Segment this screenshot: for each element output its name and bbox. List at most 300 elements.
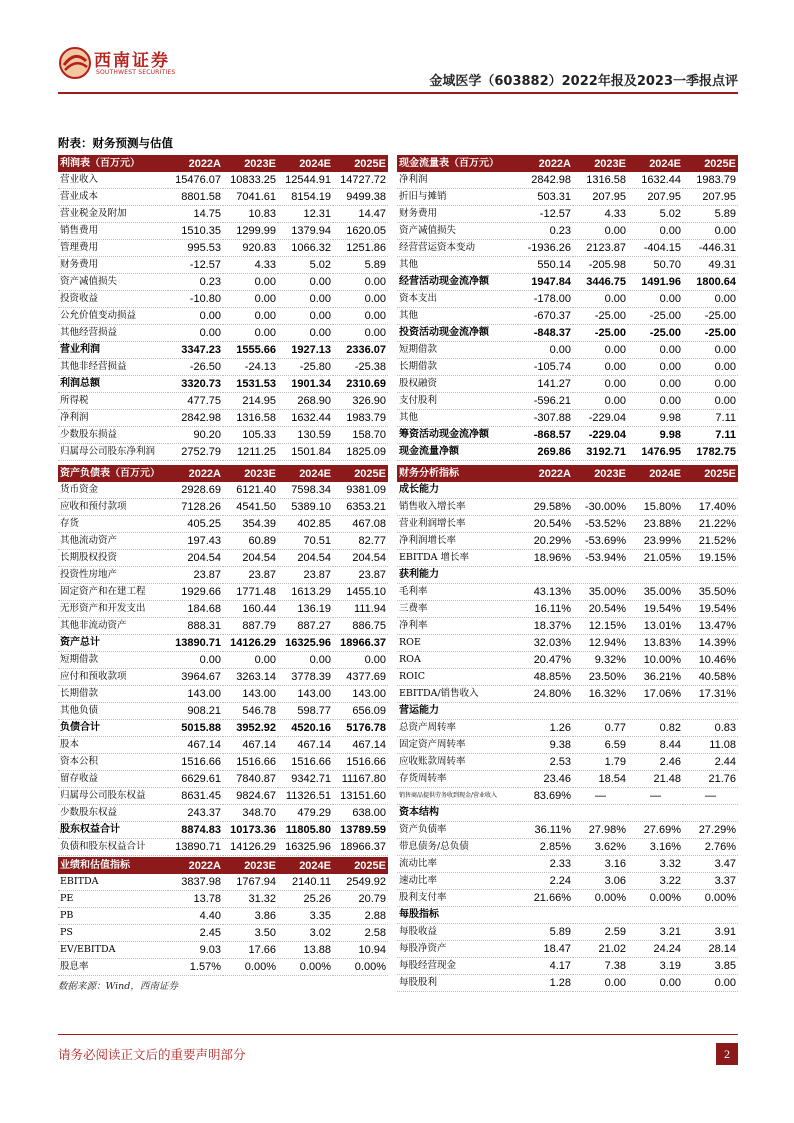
value-cell: -25.00 [628,308,683,325]
table-row [397,788,738,805]
table-row [58,720,388,737]
table-row [58,908,388,925]
value-cell: 20.79 [333,891,388,908]
table-row [58,771,388,788]
row-label: 资产减值损失 [58,274,168,291]
year-header-cell: 2025E [333,465,388,482]
row-label: 留存收益 [58,771,168,788]
value-cell: 598.77 [278,703,333,720]
value-cell: 143.00 [333,686,388,703]
value-cell: 1516.66 [223,754,278,771]
value-cell: 3.02 [278,925,333,942]
table-row [397,482,738,499]
value-cell [628,805,683,822]
value-cell: 130.59 [278,427,333,444]
row-label: 其他 [397,257,518,274]
table-row [397,376,738,393]
table-row [397,754,738,771]
row-label: 经营营运资本变动 [397,240,518,257]
value-cell: 13.01% [628,618,683,635]
row-label: 少数股东损益 [58,427,168,444]
table-row [58,533,388,550]
value-cell: 9.98 [628,427,683,444]
value-cell: 23.50% [573,669,628,686]
value-cell: 7.11 [683,410,738,427]
value-cell: 20.47% [518,652,573,669]
value-cell: 4.33 [223,257,278,274]
table-row [397,686,738,703]
value-cell: 1782.75 [683,444,738,461]
value-cell: 204.54 [168,550,223,567]
value-cell: 10.00% [628,652,683,669]
table-row [397,771,738,788]
row-label: 少数股东权益 [58,805,168,822]
value-cell: 2.59 [573,924,628,941]
value-cell: -229.04 [573,410,628,427]
row-label: 股权融资 [397,376,518,393]
brand-subtitle: SOUTHWEST SECURITIES [96,69,176,76]
value-cell: 13890.71 [168,839,223,856]
table-row [397,737,738,754]
value-cell: 2928.69 [168,482,223,499]
value-cell [683,703,738,720]
value-cell: 0.00 [628,342,683,359]
value-cell: 326.90 [333,393,388,410]
table-title-cell: 现金流量表（百万元） [397,155,518,172]
table-row [397,839,738,856]
row-label: 资本公积 [58,754,168,771]
value-cell: 43.13% [518,584,573,601]
value-cell: 0.00 [628,223,683,240]
row-label: ROIC [397,669,518,686]
value-cell: 2752.79 [168,444,223,461]
row-label: 资本结构 [397,805,518,822]
value-cell: 10.83 [223,206,278,223]
value-cell: 23.99% [628,533,683,550]
value-cell: 14.47 [333,206,388,223]
table-row [58,410,388,427]
row-label: 固定资产周转率 [397,737,518,754]
value-cell: 1.57% [168,959,223,976]
table-row [58,325,388,342]
row-label: EBITDA [58,874,168,891]
value-cell: 21.22% [683,516,738,533]
value-cell: 27.69% [628,822,683,839]
value-cell: 0.00 [683,376,738,393]
value-cell: 207.95 [683,189,738,206]
year-header-cell: 2024E [278,155,333,172]
value-cell: 5.02 [628,206,683,223]
table-row [58,635,388,652]
value-cell: 0.00 [628,359,683,376]
row-label: 营业税金及附加 [58,206,168,223]
page-header [58,44,738,92]
value-cell: 243.37 [168,805,223,822]
value-cell: 18966.37 [333,635,388,652]
row-label: 存货 [58,516,168,533]
row-label: 营业利润 [58,342,168,359]
value-cell: 10.94 [333,942,388,959]
table-row [58,482,388,499]
value-cell: 887.79 [223,618,278,635]
table-row [397,584,738,601]
table-row [397,342,738,359]
value-cell: -25.00 [573,308,628,325]
value-cell [573,805,628,822]
table-row [397,890,738,907]
value-cell: 21.52% [683,533,738,550]
table-row [397,958,738,975]
value-cell: 0.00 [333,325,388,342]
table-row [58,499,388,516]
value-cell: 11326.51 [278,788,333,805]
table-row [397,257,738,274]
value-cell: 268.90 [278,393,333,410]
value-cell: 17.40% [683,499,738,516]
row-label: 公允价值变动损益 [58,308,168,325]
value-cell: 27.29% [683,822,738,839]
value-cell: 0.00 [223,291,278,308]
value-cell: 141.27 [518,376,573,393]
value-cell: 3837.98 [168,874,223,891]
row-label: 短期借款 [58,652,168,669]
value-cell: 12.94% [573,635,628,652]
table-row [58,550,388,567]
row-label: 营运能力 [397,703,518,720]
table-row [397,516,738,533]
value-cell: 656.09 [333,703,388,720]
table-row [58,359,388,376]
value-cell: 1516.66 [168,754,223,771]
value-cell: 35.00% [628,584,683,601]
value-cell: 1767.94 [223,874,278,891]
value-cell: 28.14 [683,941,738,958]
value-cell: 35.50% [683,584,738,601]
value-cell: 5015.88 [168,720,223,737]
table-row [58,189,388,206]
value-cell: 1.28 [518,975,573,992]
value-cell: 21.02 [573,941,628,958]
table-row [58,567,388,584]
value-cell: 7598.34 [278,482,333,499]
row-label: 投资性房地产 [58,567,168,584]
row-label: 其他非流动资产 [58,618,168,635]
value-cell: 207.95 [573,189,628,206]
value-cell: 3.86 [223,908,278,925]
row-label: 负债合计 [58,720,168,737]
row-label: 股本 [58,737,168,754]
year-header-cell: 2022A [168,155,223,172]
value-cell: 19.54% [628,601,683,618]
value-cell: 3.19 [628,958,683,975]
value-cell: 16.32% [573,686,628,703]
value-cell: 3320.73 [168,376,223,393]
value-cell: 60.89 [223,533,278,550]
value-cell: 3192.71 [573,444,628,461]
value-cell: 18.54 [573,771,628,788]
value-cell: 1066.32 [278,240,333,257]
table-row [58,308,388,325]
value-cell: 16325.96 [278,635,333,652]
value-cell: 6.59 [573,737,628,754]
year-header-cell: 2025E [683,465,738,482]
value-cell: 1632.44 [278,410,333,427]
header-divider [58,92,738,94]
value-cell: 32.03% [518,635,573,652]
value-cell: 0.23 [168,274,223,291]
table-row [58,342,388,359]
table-header-row [58,155,388,172]
footer-disclaimer: 请务必阅读正文后的重要声明部分 [58,1047,246,1062]
table-row [58,891,388,908]
value-cell: 11167.80 [333,771,388,788]
table-row [58,584,388,601]
value-cell: 0.23 [518,223,573,240]
value-cell: 4520.16 [278,720,333,737]
value-cell: 23.88% [628,516,683,533]
table-row [58,274,388,291]
table-row [58,959,388,976]
value-cell: 0.00 [278,325,333,342]
value-cell: 5.89 [333,257,388,274]
value-cell: 8801.58 [168,189,223,206]
value-cell: 1476.95 [628,444,683,461]
value-cell: 2.33 [518,856,573,873]
value-cell: -53.69% [573,533,628,550]
brand-logo [58,44,208,88]
value-cell: 2.88 [333,908,388,925]
table-row [397,189,738,206]
value-cell: 1379.94 [278,223,333,240]
row-label: 销售费用 [58,223,168,240]
value-cell: 2.46 [628,754,683,771]
row-label: 支付股利 [397,393,518,410]
value-cell: 0.00 [333,308,388,325]
value-cell: 4377.69 [333,669,388,686]
financial-ratios-table [397,465,738,992]
row-label: 长期股权投资 [58,550,168,567]
value-cell [573,703,628,720]
value-cell: 8631.45 [168,788,223,805]
value-cell: 48.85% [518,669,573,686]
value-cell: 19.15% [683,550,738,567]
value-cell: 5389.10 [278,499,333,516]
value-cell: 3.85 [683,958,738,975]
value-cell: 27.98% [573,822,628,839]
value-cell: 1299.99 [223,223,278,240]
year-header-cell: 2025E [333,155,388,172]
value-cell: -596.21 [518,393,573,410]
year-header-cell: 2022A [518,155,573,172]
row-label: 筹资活动现金流净额 [397,427,518,444]
value-cell: 638.00 [333,805,388,822]
value-cell: 17.66 [223,942,278,959]
value-cell: 1901.34 [278,376,333,393]
value-cell: 0.00 [573,975,628,992]
value-cell: -24.13 [223,359,278,376]
value-cell: 2.76% [683,839,738,856]
row-label: 资产负债率 [397,822,518,839]
value-cell: 1555.66 [223,342,278,359]
value-cell: 550.14 [518,257,573,274]
value-cell: 0.00 [573,291,628,308]
value-cell: 0.00% [333,959,388,976]
value-cell: 31.32 [223,891,278,908]
value-cell: 0.00 [628,393,683,410]
value-cell: 1929.66 [168,584,223,601]
value-cell: 5.02 [278,257,333,274]
value-cell: 0.00 [518,342,573,359]
value-cell: 1632.44 [628,172,683,189]
table-row [397,822,738,839]
value-cell: 1620.05 [333,223,388,240]
value-cell: 1510.35 [168,223,223,240]
table-row [397,805,738,822]
valuation-table [58,857,388,976]
row-label: 货币资金 [58,482,168,499]
table-row [397,618,738,635]
value-cell: -25.80 [278,359,333,376]
value-cell: 36.21% [628,669,683,686]
value-cell: -404.15 [628,240,683,257]
table-row [397,703,738,720]
table-row [397,720,738,737]
value-cell: 1983.79 [333,410,388,427]
value-cell: — [573,788,628,805]
year-header-cell: 2022A [168,857,223,874]
table-row [397,223,738,240]
value-cell: 23.87 [278,567,333,584]
table-row [58,805,388,822]
row-label: 三费率 [397,601,518,618]
table-row [58,376,388,393]
value-cell: 0.00 [628,291,683,308]
table-row [58,839,388,856]
table-row [397,635,738,652]
value-cell: 2.85% [518,839,573,856]
value-cell: 11.08 [683,737,738,754]
row-label: 归属母公司股东净利润 [58,444,168,461]
value-cell: 348.70 [223,805,278,822]
value-cell: 1825.09 [333,444,388,461]
value-cell: 0.00 [278,274,333,291]
value-cell: -10.80 [168,291,223,308]
value-cell: 0.82 [628,720,683,737]
value-cell: 1927.13 [278,342,333,359]
value-cell: 0.00 [168,325,223,342]
value-cell: 21.76 [683,771,738,788]
value-cell: 14.75 [168,206,223,223]
row-label: 固定资产和在建工程 [58,584,168,601]
table-header-row [58,465,388,482]
year-header-cell: 2024E [278,857,333,874]
value-cell: 1455.10 [333,584,388,601]
table-row [58,601,388,618]
value-cell: 3.16% [628,839,683,856]
table-header-row [397,465,738,482]
value-cell: 0.00% [628,890,683,907]
value-cell: -868.57 [518,427,573,444]
value-cell: 7041.61 [223,189,278,206]
value-cell: 888.31 [168,618,223,635]
value-cell: 4.40 [168,908,223,925]
row-label: 净利润 [397,172,518,189]
value-cell: -25.00 [628,325,683,342]
value-cell: 0.00% [278,959,333,976]
table-row [58,874,388,891]
value-cell: 503.31 [518,189,573,206]
value-cell: 2842.98 [168,410,223,427]
table-row [58,393,388,410]
value-cell: 9381.09 [333,482,388,499]
row-label: ROA [397,652,518,669]
value-cell: 13.88 [278,942,333,959]
row-label: 应收和预付款项 [58,499,168,516]
row-label: 每股指标 [397,907,518,924]
value-cell: 3347.23 [168,342,223,359]
row-label: 股息率 [58,959,168,976]
value-cell: 0.00 [168,652,223,669]
value-cell: 7.11 [683,427,738,444]
row-label: 经营活动现金流净额 [397,274,518,291]
value-cell: 3446.75 [573,274,628,291]
value-cell: 21.66% [518,890,573,907]
value-cell: 143.00 [223,686,278,703]
value-cell: -848.37 [518,325,573,342]
table-row [397,274,738,291]
row-label: 毛利率 [397,584,518,601]
value-cell: 3.50 [223,925,278,942]
value-cell: 15476.07 [168,172,223,189]
value-cell [518,907,573,924]
value-cell: 204.54 [278,550,333,567]
row-label: 所得税 [58,393,168,410]
section-title: 附表：财务预测与估值 [58,136,173,150]
table-row [58,942,388,959]
value-cell: 3.16 [573,856,628,873]
row-label: 管理费用 [58,240,168,257]
value-cell: 0.77 [573,720,628,737]
value-cell [518,567,573,584]
value-cell: 24.80% [518,686,573,703]
brand-logo-icon [58,46,92,80]
table-row [397,393,738,410]
value-cell: 2336.07 [333,342,388,359]
row-label: 应收账款周转率 [397,754,518,771]
row-label: 净利润 [58,410,168,427]
value-cell: 995.53 [168,240,223,257]
value-cell: 17.31% [683,686,738,703]
value-cell: 1947.84 [518,274,573,291]
value-cell: 13789.59 [333,822,388,839]
cashflow-statement-table [397,155,738,461]
value-cell: 908.21 [168,703,223,720]
value-cell: 402.85 [278,516,333,533]
value-cell: 204.54 [333,550,388,567]
row-label: 其他 [397,308,518,325]
value-cell: 0.00 [573,342,628,359]
value-cell: 0.00 [628,376,683,393]
table-row [58,703,388,720]
balance-sheet-table [58,465,388,856]
table-title-cell: 利润表（百万元） [58,155,168,172]
table-row [397,907,738,924]
value-cell: 0.00 [223,325,278,342]
value-cell: 2549.92 [333,874,388,891]
value-cell: 197.43 [168,533,223,550]
value-cell: 3.62% [573,839,628,856]
value-cell: 8.44 [628,737,683,754]
